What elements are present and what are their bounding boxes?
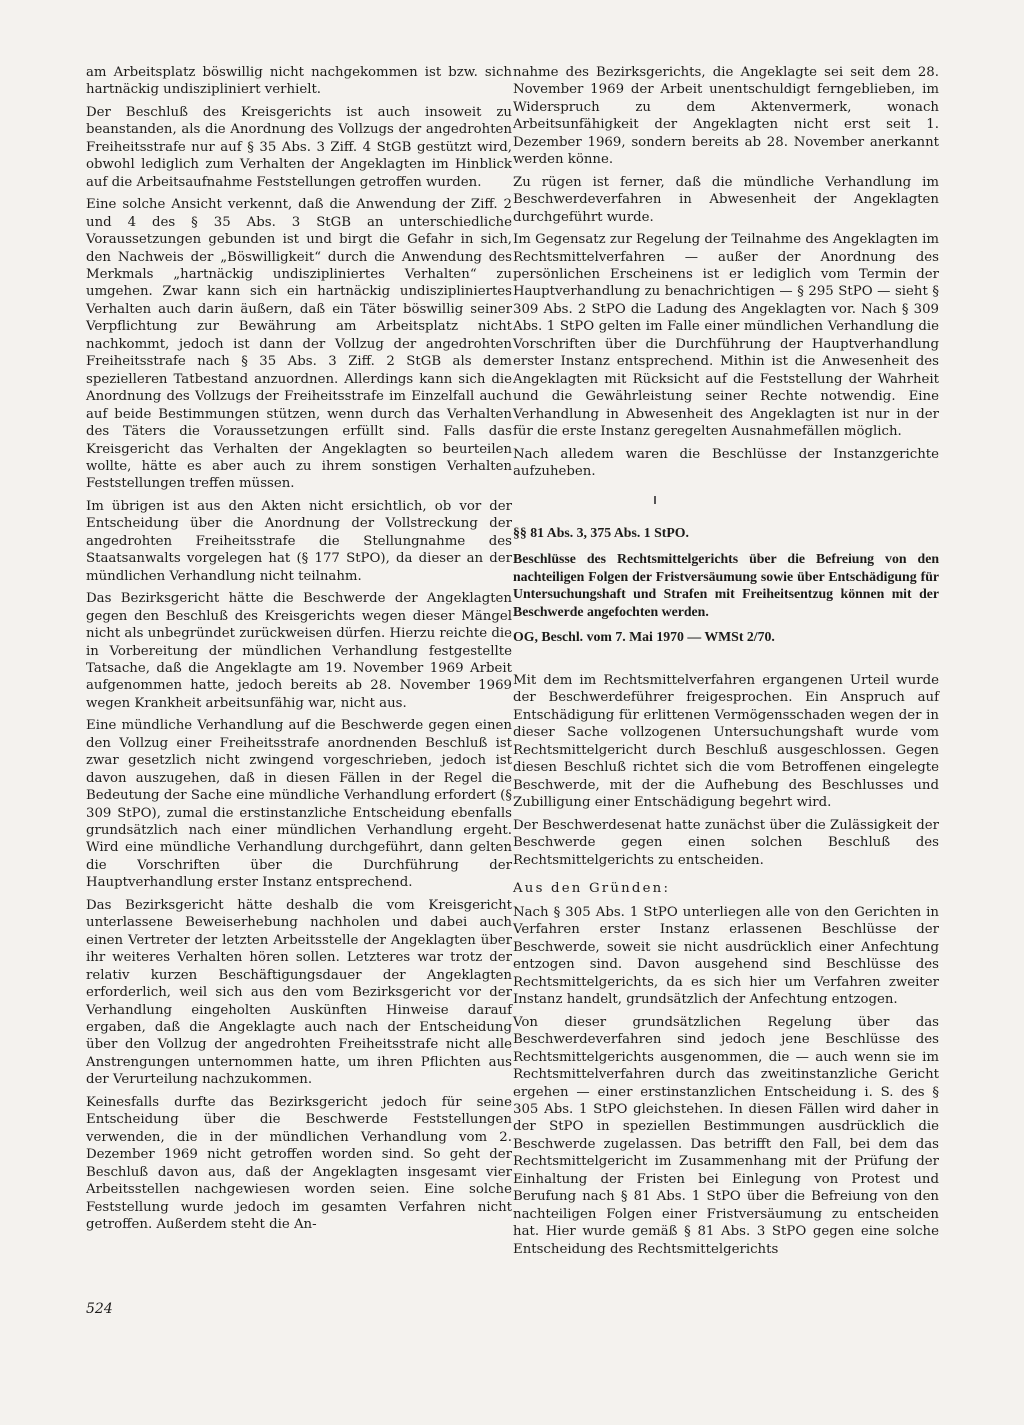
- paragraph: Eine solche Ansicht verkennt, daß die Anwendung der Ziff. 2 und 4 des § 35 Abs. 3 StGB an unterschiedliche Voraussetzungen gebunden ist und birgt die Gefahr in sich, den Nachweis der „Böswilligkeit“ durch die Anwendung des Merkmals „hartnäckig undiszipliniertes Verhalten“ zu umgehen. Zwar kann sich ein hartnäckig undiszipliniertes Verhalten auch darin äußern, daß ein Täter böswillig seiner Verpflichtung zur Bewährung am Arbeitsplatz nicht nachkommt, jedoch ist dann der Vollzug der angedrohten Freiheitsstrafe nach § 35 Abs. 3 Ziff. 2 StGB als dem spezielleren Tatbestand anzuordnen. Allerdings kann sich die Anordnung des Vollzugs der Freiheitsstrafe im Einzelfall auch auf beide Bestimmungen stützen, wenn durch das Verhalten des Täters die Voraussetzungen erfüllt sind. Falls das Kreisgericht das Verhalten der Angeklagten so beurteilen wollte, hätte es aber auch zu ihrem sonstigen Verhalten Feststellungen treffen müssen.: [86, 197, 512, 492]
- court-citation: OG, Beschl. vom 7. Mai 1970 — WMSt 2/70.: [513, 629, 775, 645]
- paragraph: Keinesfalls durfte das Bezirksgericht jedoch für seine Entscheidung über die Beschwerde Feststellungen verwenden, die in der mündlichen Verhandlung vom 2. Dezember 1969 nicht getroffen worden sind. So geht der Beschluß davon aus, daß der Angeklagten insgesamt vier Arbeitsstellen nachgewiesen worden seien. Eine solche Feststellung wurde jedoch im gesamten Verfahren nicht getroffen. Außerdem steht die An-: [86, 1094, 512, 1232]
- right-column: [513, 64, 939, 1263]
- headnote: Beschlüsse des Rechtsmittelgerichts über die Befreiung von den nachteiligen Folgen der Fristversäumung sowie über Entschädigung für Untersuchungshaft und Strafen mit Freiheitsentzug können mit der Beschwerde angefochten werden.: [513, 551, 939, 619]
- paragraph: Das Bezirksgericht hätte deshalb die vom Kreisgericht unterlassene Beweiserhebung nachholen und dabei auch einen Vertreter der letzten Arbeitsstelle der Angeklagten über ihr weiteres Verhalten hören sollen. Letzteres war trotz der relativ kurzen Beschäftigungsdauer der Angeklagten erforderlich, weil sich aus den vom Bezirksgericht vor der Verhandlung eingeholten Auskünften Hinweise darauf ergaben, daß die Angeklagte auch nach der Entscheidung über den Vollzug der angedrohten Freiheitsstrafe nicht alle Anstrengungen unternommen hatte, um ihren Pflichten aus der Verurteilung nachzukommen.: [86, 897, 512, 1088]
- paragraph: Das Bezirksgericht hätte die Beschwerde der Angeklagten gegen den Beschluß des Kreisgerichts wegen dieser Mängel nicht als unbegründet zurückweisen dürfen. Hierzu reichte die in Vorbereitung der mündlichen Verhandlung festgestellte Tatsache, daß die Angeklagte am 19. November 1969 Arbeit aufgenommen hatte, jedoch bereits ab 28. November 1969 wegen Krankheit arbeitsunfähig war, nicht aus.: [86, 591, 512, 711]
- paragraph: Nach § 305 Abs. 1 StPO unterliegen alle von den Gerichten in Verfahren erster Instanz erlassenen Beschlüsse der Beschwerde, soweit sie nicht ausdrücklich einer Anfechtung entzogen sind. Davon ausgehend sind Beschlüsse des Rechtsmittelgerichts, da es sich hier um Verfahren zweiter Instanz handelt, grundsätzlich der Anfechtung entzogen.: [513, 904, 939, 1008]
- paragraph: Nach alledem waren die Beschlüsse der Instanzgerichte aufzuheben.: [513, 446, 939, 479]
- paragraph: am Arbeitsplatz böswillig nicht nachgekommen ist bzw. sich hartnäckig undiszipliniert verhielt.: [86, 65, 512, 98]
- section-mark: [654, 496, 656, 504]
- paragraph: Der Beschluß des Kreisgerichts ist auch insoweit zu beanstanden, als die Anordnung des Vollzugs der angedrohten Freiheitsstrafe nur auf § 35 Abs. 3 Ziff. 4 StGB gestützt wird, obwohl lediglich zum Verhalten der Angeklagten im Hinblick auf die Arbeitsaufnahme Feststellungen getroffen wurden.: [86, 104, 512, 190]
- paragraph: Im übrigen ist aus den Akten nicht ersichtlich, ob vor der Entscheidung über die Anordnung der Vollstreckung der angedrohten Freiheitsstrafe die Stellungnahme des Staatsanwalts vorgelegen hat (§ 177 StPO), da dieser an der mündlichen Verhandlung nicht teilnahm.: [86, 498, 512, 584]
- left-column: [86, 64, 512, 1238]
- paragraph: nahme des Bezirksgerichts, die Angeklagte sei seit dem 28. November 1969 der Arbeit unentschuldigt ferngeblieben, im Widerspruch zu dem Aktenvermerk, wonach Arbeitsunfähigkeit der Angeklagten nicht erst seit 1. Dezember 1969, sondern bereits ab 28. November anerkannt werden könne.: [513, 65, 939, 168]
- paragraph: Von dieser grundsätzlichen Regelung über das Beschwerdeverfahren sind jedoch jene Beschlüsse des Rechtsmittelgerichts ausgenommen, die — auch wenn sie im Rechtsmittelverfahren durch das zweitinstanzliche Gericht ergehen — einer erstinstanzlichen Entscheidung i. S. des § 305 Abs. 1 StPO gleichstehen. In diesen Fällen wird daher in der StPO in speziellen Bestimmungen ausdrücklich die Beschwerde zugelassen. Das betrifft den Fall, bei dem das Rechtsmittelgericht im Zusammenhang mit der Prüfung der Einhaltung der Fristen bei Einlegung von Protest und Berufung nach § 81 Abs. 1 StPO über die Befreiung von den nachteiligen Folgen einer Fristversäumung zu entscheiden hat. Hier wurde gemäß § 81 Abs. 3 StPO gegen eine solche Entscheidung des Rechtsmittelgerichts: [513, 1014, 939, 1257]
- paragraph: Im Gegensatz zur Regelung der Teilnahme des Angeklagten im Rechtsmittelverfahren — außer der Anordnung des persönlichen Erscheinens ist er lediglich vom Termin der Hauptverhandlung zu benachrichtigen — § 295 StPO — sieht § 309 Abs. 2 StPO die Ladung des Angeklagten vor. Nach § 309 Abs. 1 StPO gelten im Falle einer mündlichen Verhandlung die Vorschriften über die Durchführung der Hauptverhandlung erster Instanz entsprechend. Mithin ist die Anwesenheit des Angeklagten mit Rücksicht auf die Feststellung der Wahrheit und die Gewährleistung seiner Rechte notwendig. Eine Verhandlung in Abwesenheit des Angeklagten ist nur in der für die erste Instanz geregelten Ausnahmefällen möglich.: [513, 232, 939, 440]
- reasons-heading: Aus den Gründen:: [513, 880, 671, 896]
- paragraph: Der Beschwerdesenat hatte zunächst über die Zulässigkeit der Beschwerde gegen einen solchen Beschluß des Rechtsmittelgerichts zu entscheiden.: [513, 817, 939, 868]
- paragraph: Eine mündliche Verhandlung auf die Beschwerde gegen einen den Vollzug einer Freiheitsstrafe anordnenden Beschluß ist zwar gesetzlich nicht zwingend vorgeschrieben, jedoch ist davon auszugehen, daß in diesen Fällen in der Regel die Bedeutung der Sache eine mündliche Verhandlung erfordert (§ 309 StPO), zumal die erstinstanzliche Entscheidung ebenfalls grundsätzlich nach einer mündlichen Verhandlung ergeht. Wird eine mündliche Verhandlung durchgeführt, dann gelten die Vorschriften über die Durchführung der Hauptverhandlung erster Instanz entsprechend.: [86, 718, 512, 891]
- page-number: 524: [86, 1301, 113, 1317]
- paragraph: Zu rügen ist ferner, daß die mündliche Verhandlung im Beschwerdeverfahren in Abwesenheit der Angeklagten durchgeführt wurde.: [513, 174, 939, 225]
- norm-reference: §§ 81 Abs. 3, 375 Abs. 1 StPO.: [513, 525, 689, 541]
- paragraph: Mit dem im Rechtsmittelverfahren ergangenen Urteil wurde der Beschwerdeführer freigesprochen. Ein Anspruch auf Entschädigung für erlittenen Vermögensschaden wegen der in dieser Sache vollzogenen Untersuchungshaft wurde vom Rechtsmittelgericht durch Beschluß ausgeschlossen. Gegen diesen Beschluß richtet sich die vom Betroffenen eingelegte Beschwerde, mit der die Aufhebung des Beschlusses und Zubilligung einer Entschädigung begehrt wird.: [513, 672, 939, 811]
